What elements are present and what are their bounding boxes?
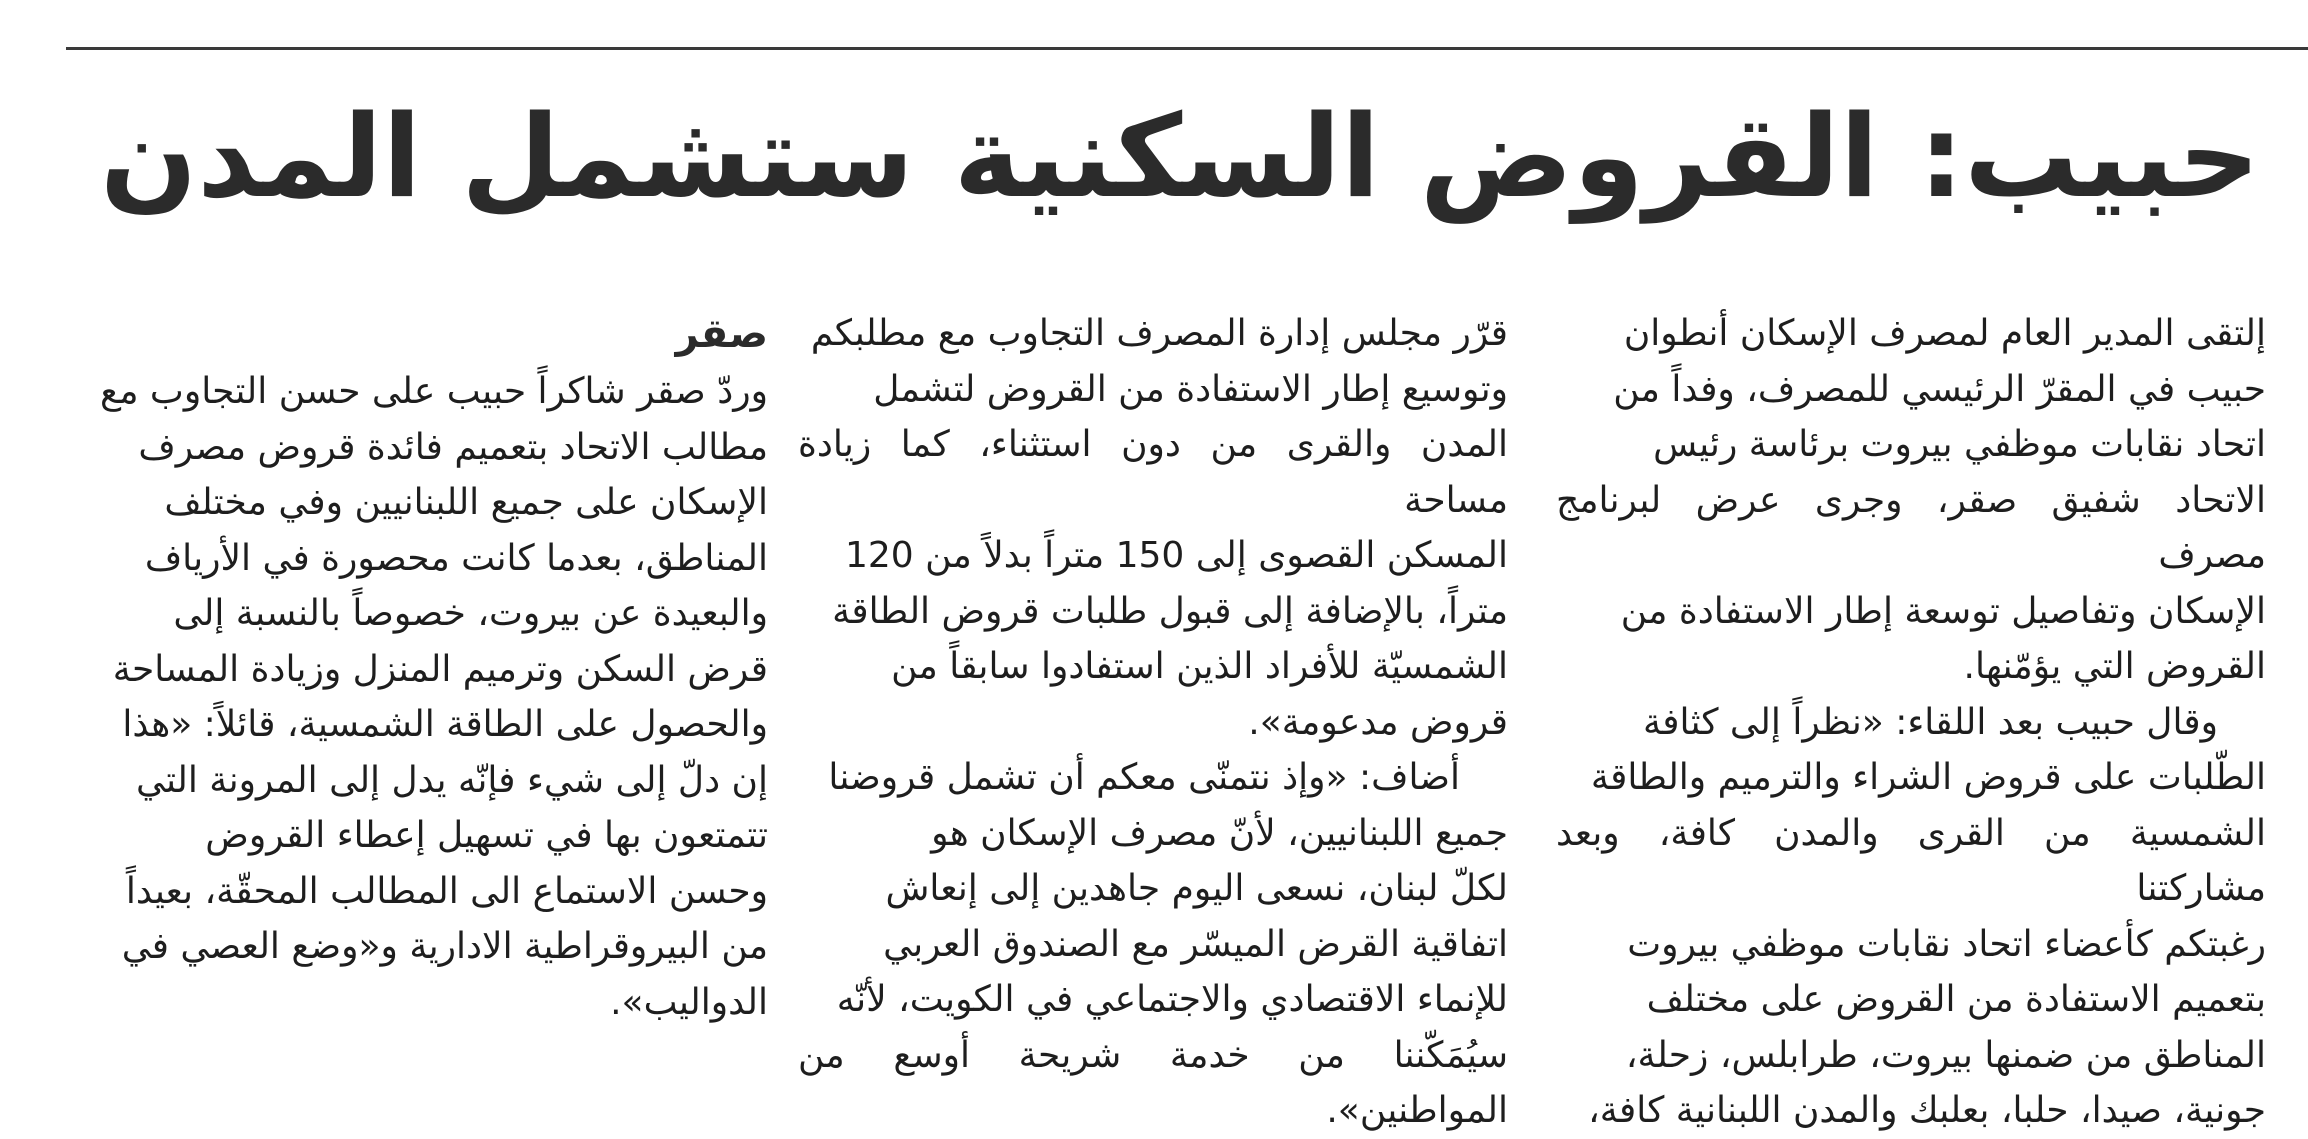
paragraph: إلتقى المدير العام لمصرف الإسكان أنطوان حبيب في المقرّ الرئيسي للمصرف، وفداً من اتحاد نقابات موظفي بيروت برئاسة رئيس الاتحاد شفيق صقر، وجرى عرض لبرنامج مصرف الإسكان وتفاصيل توسعة إطار الاستفادة من القروض التي يؤمّنها.: [1556, 313, 2266, 687]
column-middle: [798, 306, 1508, 1139]
paragraph: أضاف: «وإذ نتمنّى معكم أن تشمل قروضنا جميع اللبنانيين، لأنّ مصرف الإسكان هو لكلّ لبنان، نسعى اليوم جاهدين إلى إنعاش اتفاقية القرض الميسّر مع الصندوق العربي للإنماء الاقتصادي والاجتماعي في الكويت، لأنّه سيُمَكّننا من خدمة شريحة أوسع من المواطنين».: [798, 757, 1508, 1131]
top-rule: [66, 47, 2308, 50]
column-left: [58, 304, 768, 1030]
paragraph: قرّر مجلس إدارة المصرف التجاوب مع مطلبكم وتوسيع إطار الاستفادة من القروض لتشمل المدن والقرى من دون استثناء، كما زيادة مساحة المسكن القصوى إلى 150 متراً بدلاً من 120 متراً، بالإضافة إلى قبول طلبات قروض الطاقة الشمسيّة للأفراد الذين استفادوا سابقاً من قروض مدعومة».: [798, 313, 1508, 743]
headline: حبيب: القروض السكنية ستشمل المدن: [100, 90, 2260, 223]
column-right: [1556, 306, 2266, 1139]
subheading: صقر: [675, 311, 768, 357]
paragraph: وقال حبيب بعد اللقاء: «نظراً إلى كثافة الطّلبات على قروض الشراء والترميم والطاقة الشمسية من القرى والمدن كافة، وبعد مشاركتنا رغبتكم كأعضاء اتحاد نقابات موظفي بيروت بتعميم الاستفادة من القروض على مختلف المناطق من ضمنها بيروت، طرابلس، زحلة، جونية، صيدا، حلبا، بعلبك والمدن اللبنانية كافة،: [1556, 701, 2266, 1131]
paragraph: وردّ صقر شاكراً حبيب على حسن التجاوب مع مطالب الاتحاد بتعميم فائدة قروض مصرف الإسكان على جميع اللبنانيين وفي مختلف المناطق، بعدما كانت محصورة في الأرياف والبعيدة عن بيروت، خصوصاً بالنسبة إلى قرض السكن وترميم المنزل وزيادة المساحة والحصول على الطاقة الشمسية، قائلاً: «هذا إن دلّ إلى شيء فإنّه يدل إلى المرونة التي تتمتعون بها في تسهيل إعطاء القروض وحسن الاستماع الى المطالب المحقّة، بعيداً من البيروقراطية الادارية و«وضع العصي في الدواليب».: [100, 371, 768, 1023]
